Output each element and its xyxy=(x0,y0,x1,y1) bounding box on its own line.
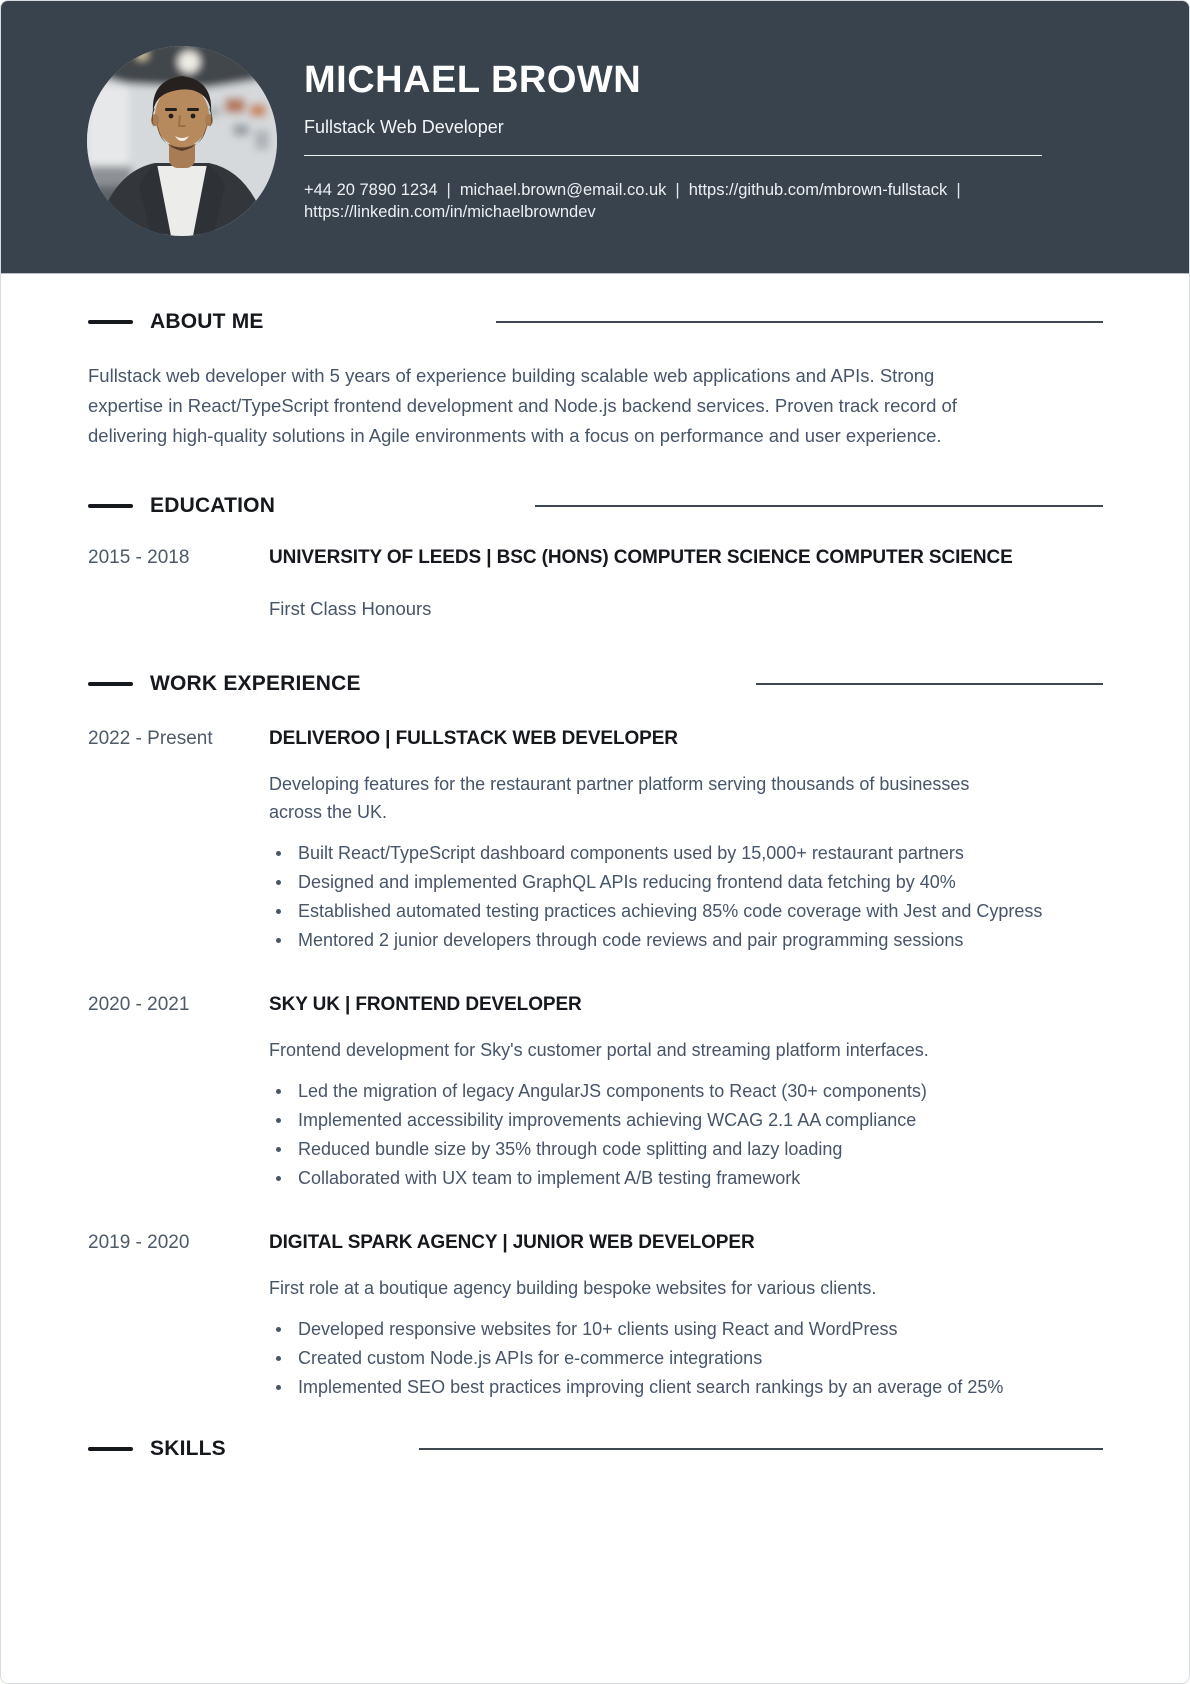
about-line: Fullstack web developer with 5 years of experience building scalable web applications and APIs. Strong xyxy=(88,365,935,386)
job-title: DIGITAL SPARK AGENCY | JUNIOR WEB DEVELOPER xyxy=(269,1232,755,1253)
contact-line-1 xyxy=(304,179,1105,201)
bullet-icon xyxy=(276,1327,281,1332)
contact-separator-icon: | xyxy=(956,181,961,199)
profile-photo-illustration xyxy=(87,46,277,236)
contact-line-2 xyxy=(304,201,1105,223)
bullet-icon xyxy=(276,1356,281,1361)
profile-photo xyxy=(87,46,277,236)
contact-separator-icon: | xyxy=(446,181,451,199)
education-list xyxy=(88,544,1103,623)
contact-github: https://github.com/mbrown-fullstack xyxy=(688,181,948,199)
job-entry xyxy=(88,725,1103,955)
contact-info xyxy=(304,179,1105,223)
bullet-icon xyxy=(276,1385,281,1390)
bullet-icon xyxy=(276,1089,281,1094)
bullet-icon xyxy=(276,880,281,885)
job-content xyxy=(269,1229,1059,1402)
job-bullet-list xyxy=(269,1315,1049,1402)
job-bullet-item: Created custom Node.js APIs for e-commerce integrations xyxy=(269,1344,1049,1373)
job-description-line: Developing features for the restaurant partner platform serving thousands of businesses xyxy=(269,774,970,794)
section-dash-icon xyxy=(88,1447,133,1451)
section-dash-icon xyxy=(88,504,133,508)
contact-linkedin: https://linkedin.com/in/michaelbrowndev xyxy=(304,203,596,221)
job-dates: 2020 - 2021 xyxy=(88,994,190,1015)
person-name: MICHAEL BROWN xyxy=(304,59,642,101)
job-dates: 2022 - Present xyxy=(88,728,213,749)
bullet-icon xyxy=(276,1176,281,1181)
contact-email: michael.brown@email.co.uk xyxy=(459,181,667,199)
education-dates: 2015 - 2018 xyxy=(88,547,190,568)
section-title-about: ABOUT ME xyxy=(150,310,264,333)
job-bullet-item: Implemented SEO best practices improving client search rankings by an average of 25% xyxy=(269,1373,1049,1402)
job-bullet-item: Established automated testing practices achieving 85% code coverage with Jest and Cypress xyxy=(269,897,1049,926)
bullet-icon xyxy=(276,909,281,914)
resume-header xyxy=(1,1,1189,274)
about-line: delivering high-quality solutions in Agile environments with a focus on performance and user experience. xyxy=(88,425,942,446)
header-text-block xyxy=(304,1,1105,223)
job-bullet-item: Built React/TypeScript dashboard components used by 15,000+ restaurant partners xyxy=(269,839,1049,868)
section-title-skills: SKILLS xyxy=(150,1437,226,1460)
bullet-icon xyxy=(276,851,281,856)
person-job-title: Fullstack Web Developer xyxy=(304,117,504,137)
job-description xyxy=(269,770,1049,826)
bullet-icon xyxy=(276,938,281,943)
job-bullet-list xyxy=(269,839,1049,955)
job-content xyxy=(269,991,1059,1193)
section-title-education: EDUCATION xyxy=(150,494,276,517)
job-bullet-item: Reduced bundle size by 35% through code splitting and lazy loading xyxy=(269,1135,1049,1164)
section-title-experience: WORK EXPERIENCE xyxy=(150,672,361,695)
job-list xyxy=(88,725,1103,1402)
education-note: First Class Honours xyxy=(269,598,432,619)
section-rule xyxy=(496,321,1103,323)
education-entry xyxy=(88,544,1103,623)
bullet-icon xyxy=(276,1118,281,1123)
section-rule xyxy=(535,505,1103,507)
job-bullet-item: Collaborated with UX team to implement A/B testing framework xyxy=(269,1164,1049,1193)
section-header-experience xyxy=(88,671,1103,697)
section-header-education xyxy=(88,493,1103,519)
job-description-line: across the UK. xyxy=(269,802,388,822)
job-entry xyxy=(88,1229,1103,1402)
bullet-icon xyxy=(276,1147,281,1152)
job-title: SKY UK | FRONTEND DEVELOPER xyxy=(269,994,582,1015)
job-description-line: Frontend development for Sky's customer portal and streaming platform interfaces. xyxy=(269,1040,929,1060)
job-title: DELIVEROO | FULLSTACK WEB DEVELOPER xyxy=(269,728,678,749)
job-bullet-item: Designed and implemented GraphQL APIs reducing frontend data fetching by 40% xyxy=(269,868,1049,897)
job-description xyxy=(269,1036,1049,1064)
job-content xyxy=(269,725,1059,955)
resume-body xyxy=(1,309,1189,1462)
section-header-about xyxy=(88,309,1103,335)
header-divider xyxy=(304,155,1042,156)
section-dash-icon xyxy=(88,682,133,686)
job-bullet-item: Mentored 2 junior developers through code reviews and pair programming sessions xyxy=(269,926,1049,955)
job-bullet-item: Implemented accessibility improvements achieving WCAG 2.1 AA compliance xyxy=(269,1106,1049,1135)
contact-phone: +44 20 7890 1234 xyxy=(304,181,438,199)
about-paragraph xyxy=(88,361,1103,451)
section-dash-icon xyxy=(88,320,133,324)
section-rule xyxy=(419,1448,1103,1450)
job-description-line: First role at a boutique agency building bespoke websites for various clients. xyxy=(269,1278,877,1298)
education-content xyxy=(269,544,1103,623)
education-degree-title: UNIVERSITY OF LEEDS | BSC (HONS) COMPUTER SCIENCE COMPUTER SCIENCE xyxy=(269,547,1013,568)
about-line: expertise in React/TypeScript frontend development and Node.js backend services. Proven track record of xyxy=(88,395,957,416)
section-header-skills xyxy=(88,1436,1103,1462)
job-bullet-list xyxy=(269,1077,1049,1193)
job-bullet-item: Led the migration of legacy AngularJS components to React (30+ components) xyxy=(269,1077,1049,1106)
contact-separator-icon: | xyxy=(675,181,680,199)
job-description xyxy=(269,1274,1049,1302)
section-rule xyxy=(756,683,1103,685)
job-entry xyxy=(88,991,1103,1193)
job-bullet-item: Developed responsive websites for 10+ clients using React and WordPress xyxy=(269,1315,1049,1344)
job-dates: 2019 - 2020 xyxy=(88,1232,190,1253)
